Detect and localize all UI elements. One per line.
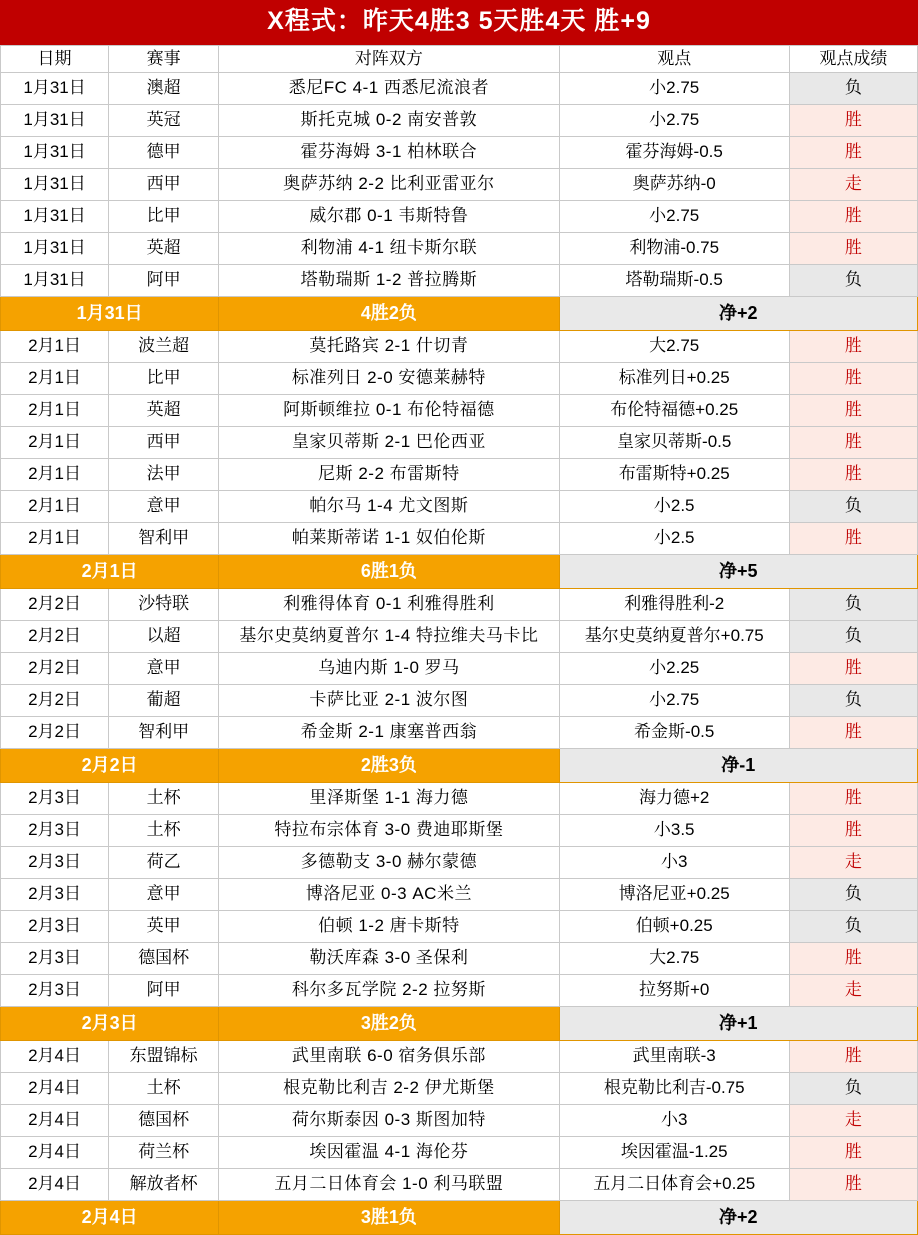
cell-date: 2月2日 (1, 685, 109, 717)
cell-match: 基尔史莫纳夏普尔 1-4 特拉维夫马卡比 (219, 621, 559, 653)
cell-result: 胜 (789, 1137, 917, 1169)
cell-match: 卡萨比亚 2-1 波尔图 (219, 685, 559, 717)
cell-view: 小2.75 (559, 201, 789, 233)
cell-view: 小3 (559, 847, 789, 879)
cell-view: 根克勒比利吉-0.75 (559, 1073, 789, 1105)
cell-date: 2月4日 (1, 1073, 109, 1105)
cell-date: 1月31日 (1, 233, 109, 265)
cell-view: 五月二日体育会+0.25 (559, 1169, 789, 1201)
table-row (1, 783, 918, 815)
summary-row (1, 1007, 918, 1041)
cell-league: 智利甲 (109, 717, 219, 749)
summary-net: 净+1 (559, 1007, 917, 1041)
cell-result: 负 (789, 685, 917, 717)
cell-view: 小3 (559, 1105, 789, 1137)
cell-match: 利雅得体育 0-1 利雅得胜利 (219, 589, 559, 621)
cell-result: 负 (789, 265, 917, 297)
cell-view: 小3.5 (559, 815, 789, 847)
cell-league: 德国杯 (109, 1105, 219, 1137)
cell-date: 2月2日 (1, 621, 109, 653)
summary-date: 2月3日 (1, 1007, 219, 1041)
table-row (1, 975, 918, 1007)
cell-date: 2月2日 (1, 653, 109, 685)
header-row (1, 45, 918, 73)
cell-match: 希金斯 2-1 康塞普西翁 (219, 717, 559, 749)
table-row (1, 653, 918, 685)
cell-result: 胜 (789, 201, 917, 233)
table-row (1, 523, 918, 555)
cell-match: 威尔郡 0-1 韦斯特鲁 (219, 201, 559, 233)
cell-match: 根克勒比利吉 2-2 伊尤斯堡 (219, 1073, 559, 1105)
summary-row (1, 749, 918, 783)
summary-row (1, 1201, 918, 1235)
cell-result: 负 (789, 73, 917, 105)
cell-league: 波兰超 (109, 331, 219, 363)
cell-league: 法甲 (109, 459, 219, 491)
cell-view: 博洛尼亚+0.25 (559, 879, 789, 911)
cell-league: 沙特联 (109, 589, 219, 621)
summary-record: 6胜1负 (219, 555, 559, 589)
table-row (1, 201, 918, 233)
cell-match: 科尔多瓦学院 2-2 拉努斯 (219, 975, 559, 1007)
table-row (1, 879, 918, 911)
table-body (1, 73, 918, 1235)
cell-league: 英超 (109, 395, 219, 427)
cell-league: 东盟锦标 (109, 1041, 219, 1073)
summary-record: 3胜1负 (219, 1201, 559, 1235)
table-row (1, 265, 918, 297)
table-row (1, 847, 918, 879)
table-row (1, 1073, 918, 1105)
cell-league: 意甲 (109, 653, 219, 685)
cell-view: 伯顿+0.25 (559, 911, 789, 943)
summary-net: 净+5 (559, 555, 917, 589)
summary-net: 净+2 (559, 1201, 917, 1235)
cell-date: 2月1日 (1, 427, 109, 459)
cell-view: 小2.5 (559, 523, 789, 555)
cell-result: 胜 (789, 363, 917, 395)
cell-league: 阿甲 (109, 975, 219, 1007)
cell-view: 布雷斯特+0.25 (559, 459, 789, 491)
cell-result: 胜 (789, 717, 917, 749)
cell-match: 帕尔马 1-4 尤文图斯 (219, 491, 559, 523)
cell-result: 负 (789, 911, 917, 943)
table-row (1, 589, 918, 621)
cell-view: 希金斯-0.5 (559, 717, 789, 749)
column-header-view: 观点 (559, 45, 789, 73)
cell-match: 阿斯顿维拉 0-1 布伦特福德 (219, 395, 559, 427)
cell-match: 武里南联 6-0 宿务俱乐部 (219, 1041, 559, 1073)
cell-result: 胜 (789, 459, 917, 491)
cell-view: 基尔史莫纳夏普尔+0.75 (559, 621, 789, 653)
cell-match: 博洛尼亚 0-3 AC米兰 (219, 879, 559, 911)
cell-view: 奥萨苏纳-0 (559, 169, 789, 201)
cell-result: 负 (789, 879, 917, 911)
cell-match: 莫托路宾 2-1 什切青 (219, 331, 559, 363)
cell-league: 比甲 (109, 201, 219, 233)
table-row (1, 105, 918, 137)
cell-view: 海力德+2 (559, 783, 789, 815)
summary-row (1, 555, 918, 589)
cell-date: 2月1日 (1, 491, 109, 523)
table-row (1, 73, 918, 105)
results-table (0, 45, 918, 1235)
cell-date: 2月3日 (1, 783, 109, 815)
table-row (1, 815, 918, 847)
cell-league: 澳超 (109, 73, 219, 105)
summary-date: 2月4日 (1, 1201, 219, 1235)
table-row (1, 491, 918, 523)
column-header-league: 赛事 (109, 45, 219, 73)
cell-match: 帕莱斯蒂诺 1-1 奴伯伦斯 (219, 523, 559, 555)
summary-net: 净-1 (559, 749, 917, 783)
cell-view: 皇家贝蒂斯-0.5 (559, 427, 789, 459)
cell-match: 塔勒瑞斯 1-2 普拉腾斯 (219, 265, 559, 297)
table-row (1, 911, 918, 943)
cell-view: 利雅得胜利-2 (559, 589, 789, 621)
cell-view: 埃因霍温-1.25 (559, 1137, 789, 1169)
cell-view: 拉努斯+0 (559, 975, 789, 1007)
cell-match: 荷尔斯泰因 0-3 斯图加特 (219, 1105, 559, 1137)
table-row (1, 395, 918, 427)
cell-result: 负 (789, 1073, 917, 1105)
cell-view: 大2.75 (559, 943, 789, 975)
table-row (1, 943, 918, 975)
cell-date: 1月31日 (1, 169, 109, 201)
cell-league: 意甲 (109, 879, 219, 911)
cell-date: 1月31日 (1, 73, 109, 105)
cell-match: 埃因霍温 4-1 海伦芬 (219, 1137, 559, 1169)
cell-league: 德甲 (109, 137, 219, 169)
column-header-match: 对阵双方 (219, 45, 559, 73)
cell-match: 特拉布宗体育 3-0 费迪耶斯堡 (219, 815, 559, 847)
cell-result: 胜 (789, 233, 917, 265)
table-row (1, 427, 918, 459)
cell-match: 皇家贝蒂斯 2-1 巴伦西亚 (219, 427, 559, 459)
cell-view: 小2.25 (559, 653, 789, 685)
cell-view: 小2.5 (559, 491, 789, 523)
summary-date: 1月31日 (1, 297, 219, 331)
cell-league: 德国杯 (109, 943, 219, 975)
cell-league: 西甲 (109, 169, 219, 201)
table-row (1, 717, 918, 749)
cell-date: 1月31日 (1, 105, 109, 137)
cell-league: 土杯 (109, 815, 219, 847)
cell-result: 胜 (789, 523, 917, 555)
column-header-result: 观点成绩 (789, 45, 917, 73)
summary-net: 净+2 (559, 297, 917, 331)
summary-date: 2月2日 (1, 749, 219, 783)
summary-record: 2胜3负 (219, 749, 559, 783)
cell-view: 大2.75 (559, 331, 789, 363)
cell-result: 胜 (789, 331, 917, 363)
cell-view: 塔勒瑞斯-0.5 (559, 265, 789, 297)
cell-view: 小2.75 (559, 73, 789, 105)
table-row (1, 1169, 918, 1201)
cell-match: 利物浦 4-1 纽卡斯尔联 (219, 233, 559, 265)
cell-result: 负 (789, 491, 917, 523)
cell-result: 胜 (789, 1041, 917, 1073)
cell-match: 乌迪内斯 1-0 罗马 (219, 653, 559, 685)
cell-match: 悉尼FC 4-1 西悉尼流浪者 (219, 73, 559, 105)
cell-date: 2月4日 (1, 1137, 109, 1169)
cell-league: 以超 (109, 621, 219, 653)
cell-date: 2月3日 (1, 815, 109, 847)
summary-date: 2月1日 (1, 555, 219, 589)
cell-result: 走 (789, 975, 917, 1007)
cell-result: 胜 (789, 395, 917, 427)
cell-match: 标准列日 2-0 安德莱赫特 (219, 363, 559, 395)
cell-view: 小2.75 (559, 105, 789, 137)
cell-view: 霍芬海姆-0.5 (559, 137, 789, 169)
cell-result: 胜 (789, 943, 917, 975)
summary-record: 4胜2负 (219, 297, 559, 331)
cell-result: 胜 (789, 427, 917, 459)
cell-result: 走 (789, 169, 917, 201)
cell-date: 1月31日 (1, 265, 109, 297)
cell-date: 2月1日 (1, 395, 109, 427)
cell-date: 2月1日 (1, 523, 109, 555)
cell-date: 2月2日 (1, 717, 109, 749)
cell-match: 伯顿 1-2 唐卡斯特 (219, 911, 559, 943)
table-row (1, 331, 918, 363)
table-row (1, 1041, 918, 1073)
cell-view: 利物浦-0.75 (559, 233, 789, 265)
cell-league: 葡超 (109, 685, 219, 717)
cell-date: 2月4日 (1, 1169, 109, 1201)
cell-view: 布伦特福德+0.25 (559, 395, 789, 427)
cell-result: 走 (789, 1105, 917, 1137)
cell-result: 负 (789, 621, 917, 653)
summary-row (1, 297, 918, 331)
page-title: X程式：昨天4胜3 5天胜4天 胜+9 (0, 0, 918, 45)
table-row (1, 169, 918, 201)
cell-result: 胜 (789, 815, 917, 847)
cell-league: 英甲 (109, 911, 219, 943)
column-header-date: 日期 (1, 45, 109, 73)
cell-date: 2月3日 (1, 943, 109, 975)
cell-league: 西甲 (109, 427, 219, 459)
table-row (1, 621, 918, 653)
cell-result: 胜 (789, 137, 917, 169)
cell-league: 比甲 (109, 363, 219, 395)
cell-result: 走 (789, 847, 917, 879)
cell-view: 标准列日+0.25 (559, 363, 789, 395)
cell-date: 2月3日 (1, 975, 109, 1007)
table-row (1, 685, 918, 717)
cell-league: 土杯 (109, 783, 219, 815)
cell-date: 1月31日 (1, 201, 109, 233)
cell-result: 负 (789, 589, 917, 621)
cell-league: 荷兰杯 (109, 1137, 219, 1169)
table-row (1, 137, 918, 169)
table-row (1, 1105, 918, 1137)
cell-league: 英超 (109, 233, 219, 265)
cell-date: 1月31日 (1, 137, 109, 169)
cell-date: 2月1日 (1, 363, 109, 395)
cell-match: 多德勒支 3-0 赫尔蒙德 (219, 847, 559, 879)
cell-date: 2月1日 (1, 459, 109, 491)
cell-result: 胜 (789, 783, 917, 815)
cell-match: 斯托克城 0-2 南安普敦 (219, 105, 559, 137)
cell-league: 智利甲 (109, 523, 219, 555)
table-row (1, 1137, 918, 1169)
cell-date: 2月3日 (1, 847, 109, 879)
table-row (1, 233, 918, 265)
table-row (1, 363, 918, 395)
cell-league: 解放者杯 (109, 1169, 219, 1201)
cell-league: 土杯 (109, 1073, 219, 1105)
cell-date: 2月4日 (1, 1105, 109, 1137)
table-row (1, 459, 918, 491)
cell-league: 英冠 (109, 105, 219, 137)
cell-match: 奥萨苏纳 2-2 比利亚雷亚尔 (219, 169, 559, 201)
cell-date: 2月3日 (1, 911, 109, 943)
cell-date: 2月3日 (1, 879, 109, 911)
cell-league: 意甲 (109, 491, 219, 523)
cell-match: 五月二日体育会 1-0 利马联盟 (219, 1169, 559, 1201)
cell-date: 2月2日 (1, 589, 109, 621)
cell-match: 尼斯 2-2 布雷斯特 (219, 459, 559, 491)
cell-league: 阿甲 (109, 265, 219, 297)
cell-match: 勒沃库森 3-0 圣保利 (219, 943, 559, 975)
cell-match: 霍芬海姆 3-1 柏林联合 (219, 137, 559, 169)
cell-view: 小2.75 (559, 685, 789, 717)
cell-result: 胜 (789, 1169, 917, 1201)
cell-match: 里泽斯堡 1-1 海力德 (219, 783, 559, 815)
cell-result: 胜 (789, 105, 917, 137)
cell-view: 武里南联-3 (559, 1041, 789, 1073)
summary-record: 3胜2负 (219, 1007, 559, 1041)
cell-result: 胜 (789, 653, 917, 685)
table-header (1, 45, 918, 73)
cell-date: 2月1日 (1, 331, 109, 363)
cell-league: 荷乙 (109, 847, 219, 879)
cell-date: 2月4日 (1, 1041, 109, 1073)
